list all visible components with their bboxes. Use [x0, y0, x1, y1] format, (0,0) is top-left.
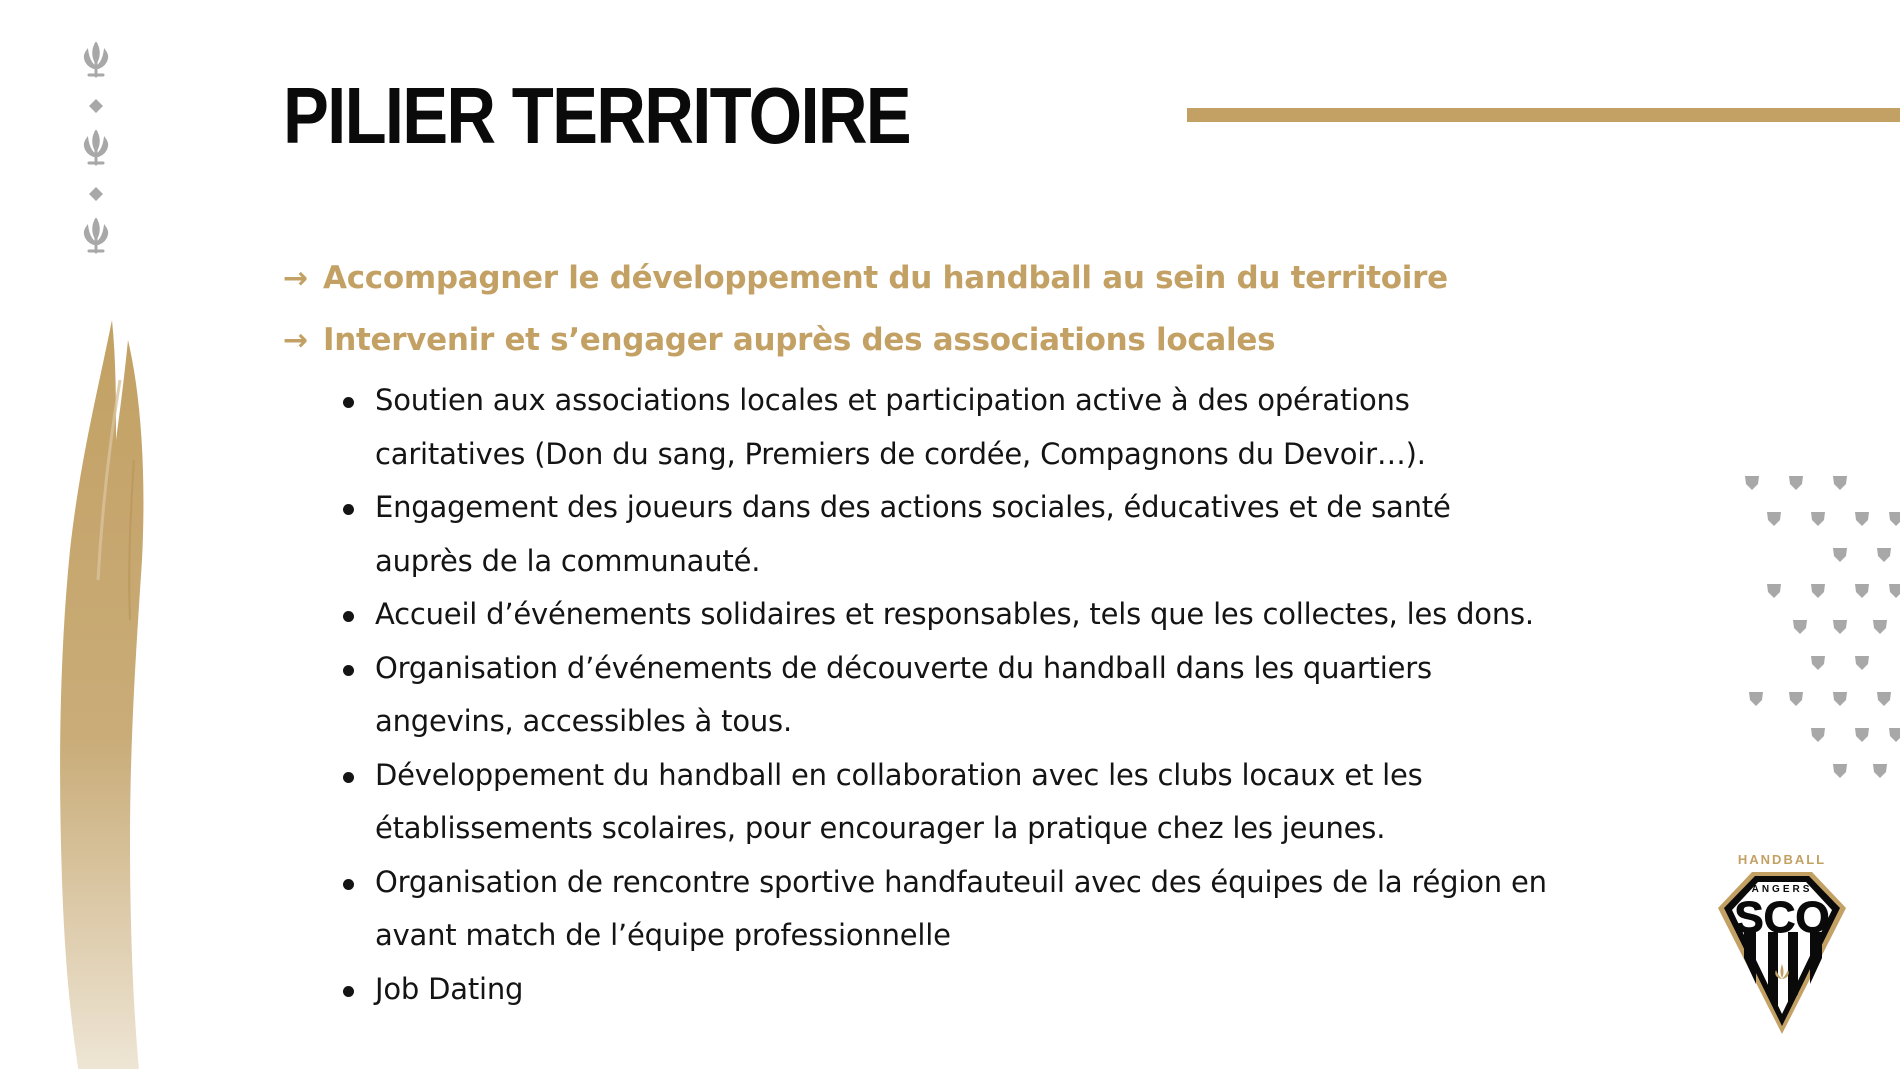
bullet-line: établissements scolaires, pour encourager la pratique chez les jeunes.: [375, 811, 1386, 845]
fleur-de-lis-icon: [78, 42, 114, 82]
arrow-right-icon: →: [283, 322, 308, 358]
logo-main-text: SCO: [1734, 893, 1830, 942]
logo-top-text: HANDBALL: [1737, 852, 1827, 867]
list-item: [343, 374, 1583, 481]
bullet-line: avant match de l’équipe professionnelle: [375, 918, 951, 952]
ornament-column: [70, 40, 126, 270]
list-item: [343, 588, 1583, 642]
bullet-dot: [343, 665, 354, 676]
diamond-icon: [88, 98, 104, 114]
bullet-line: Engagement des joueurs dans des actions sociales, éducatives et de santé: [375, 490, 1451, 524]
bullet-line: Soutien aux associations locales et participation active à des opérations: [375, 383, 1410, 417]
bullet-dot: [343, 611, 354, 622]
bullet-line: caritatives (Don du sang, Premiers de cordée, Compagnons du Devoir…).: [375, 436, 1426, 471]
list-item: [343, 481, 1583, 588]
shield-pattern: [1730, 470, 1900, 790]
list-item: [343, 963, 1583, 1017]
bullet-dot: [343, 504, 354, 515]
bullet-line: Développement du handball en collaboration avec les clubs locaux et les: [375, 757, 1423, 792]
sco-angers-logo: [1710, 848, 1854, 1038]
logo-middle-text: ANGERS: [1751, 884, 1813, 895]
bullet-list: [343, 374, 1583, 1016]
title-rule: [1187, 108, 1900, 122]
gold-brush-stroke: [50, 320, 160, 1069]
diamond-icon: [88, 186, 104, 202]
bullet-line: Job Dating: [375, 971, 524, 1006]
list-item: [343, 856, 1583, 963]
arrow-right-icon: →: [283, 260, 308, 296]
bullet-dot: [343, 397, 354, 408]
page-title: PILIER TERRITOIRE: [283, 71, 910, 160]
bullet-dot: [343, 879, 354, 890]
fleur-de-lis-icon: [78, 130, 114, 170]
bullet-dot: [343, 986, 354, 997]
bullet-line: Accueil d’événements solidaires et responsables, tels que les collectes, les dons.: [375, 597, 1534, 631]
bullet-line: auprès de la communauté.: [375, 543, 761, 578]
bullet-line: angevins, accessibles à tous.: [375, 704, 792, 738]
headline-2-text: Intervenir et s’engager auprès des associations locales: [323, 322, 1276, 358]
bullet-dot: [343, 772, 354, 783]
fleur-de-lis-icon: [78, 218, 114, 258]
bullet-line: Organisation de rencontre sportive handfauteuil avec des équipes de la région en: [375, 864, 1547, 899]
list-item: [343, 749, 1583, 856]
list-item: [343, 642, 1583, 749]
bullet-line: Organisation d’événements de découverte du handball dans les quartiers: [375, 650, 1432, 685]
headline-1-text: Accompagner le développement du handball au sein du territoire: [323, 260, 1448, 296]
headline-2: [283, 318, 1275, 362]
headline-1: [283, 256, 1448, 300]
